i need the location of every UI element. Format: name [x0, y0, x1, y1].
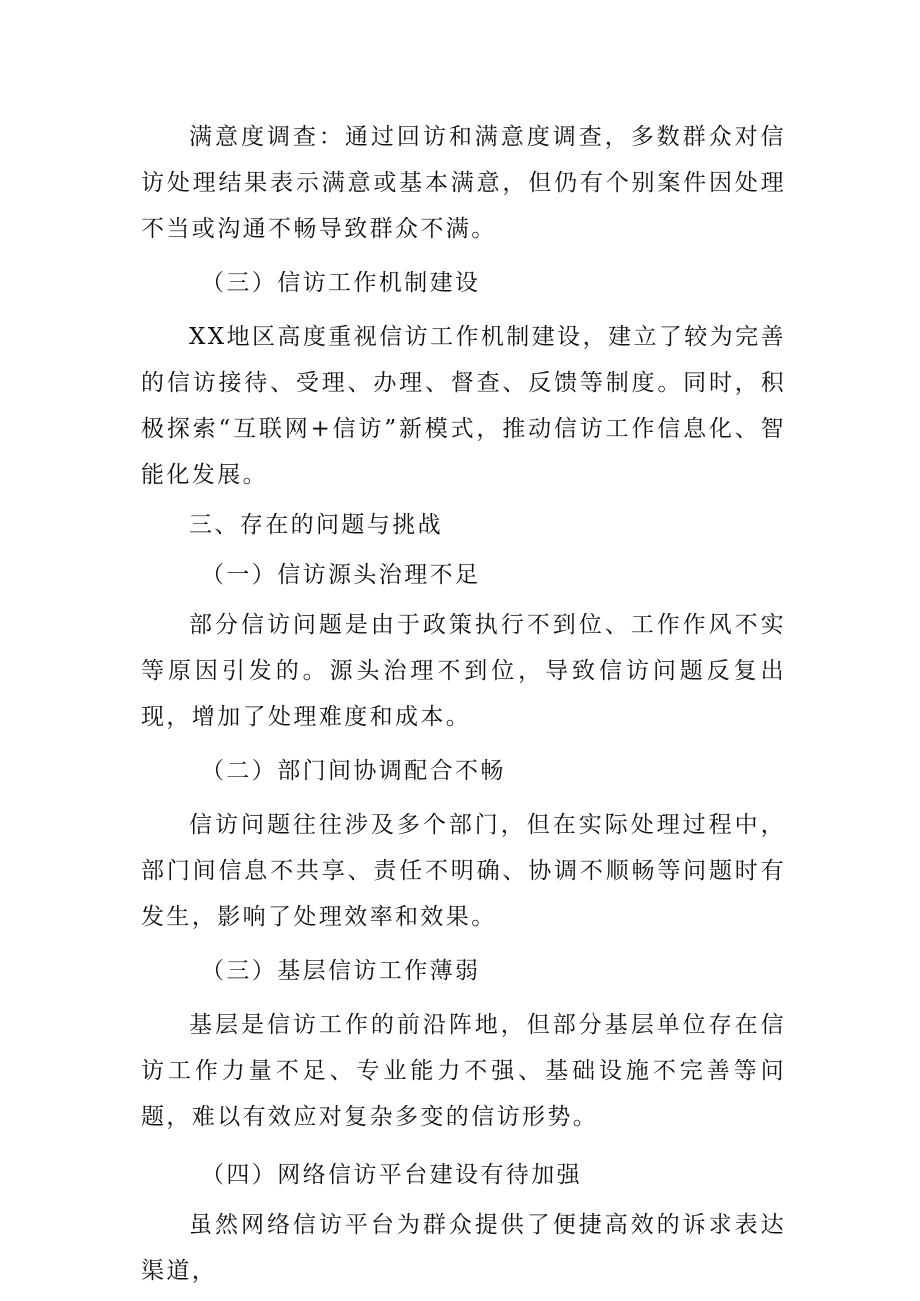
- paragraph-department-coordination: 信访问题往往涉及多个部门，但在实际处理过程中，部门间信息不共享、责任不明确、协调不顺畅等问题时有发生，影响了处理效率和效果。: [141, 812, 786, 930]
- paragraph-grassroots-work: 基层是信访工作的前沿阵地，但部分基层单位存在信访工作力量不足、专业能力不强、基础设施不完善等问题，难以有效应对复杂多变的信访形势。: [141, 1012, 786, 1130]
- subheading-source-governance: （一）信访源头治理不足: [201, 562, 481, 588]
- subheading-grassroots-work: （三）基层信访工作薄弱: [201, 958, 481, 984]
- subheading-online-platform: （四）网络信访平台建设有待加强: [201, 1162, 582, 1188]
- subheading-department-coordination: （二）部门间协调配合不畅: [201, 758, 506, 784]
- paragraph-satisfaction-survey: 满意度调查：通过回访和满意度调查，多数群众对信访处理结果表示满意或基本满意，但仍有个别案件因处理不当或沟通不畅导致群众不满。: [141, 124, 786, 242]
- paragraph-mechanism-building: XX地区高度重视信访工作机制建设，建立了较为完善的信访接待、受理、办理、督查、反馈等制度。同时，积极探索“互联网+信访”新模式，推动信访工作信息化、智能化发展。: [141, 324, 786, 488]
- paragraph-online-platform: 虽然网络信访平台为群众提供了便捷高效的诉求表达渠道，: [141, 1212, 786, 1284]
- document-body: [141, 114, 786, 1294]
- section-heading-problems: 三、存在的问题与挑战: [189, 512, 443, 538]
- subheading-mechanism-building: （三）信访工作机制建设: [201, 270, 481, 296]
- paragraph-source-governance: 部分信访问题是由于政策执行不到位、工作作风不实等原因引发的。源头治理不到位，导致信访问题反复出现，增加了处理难度和成本。: [141, 612, 786, 730]
